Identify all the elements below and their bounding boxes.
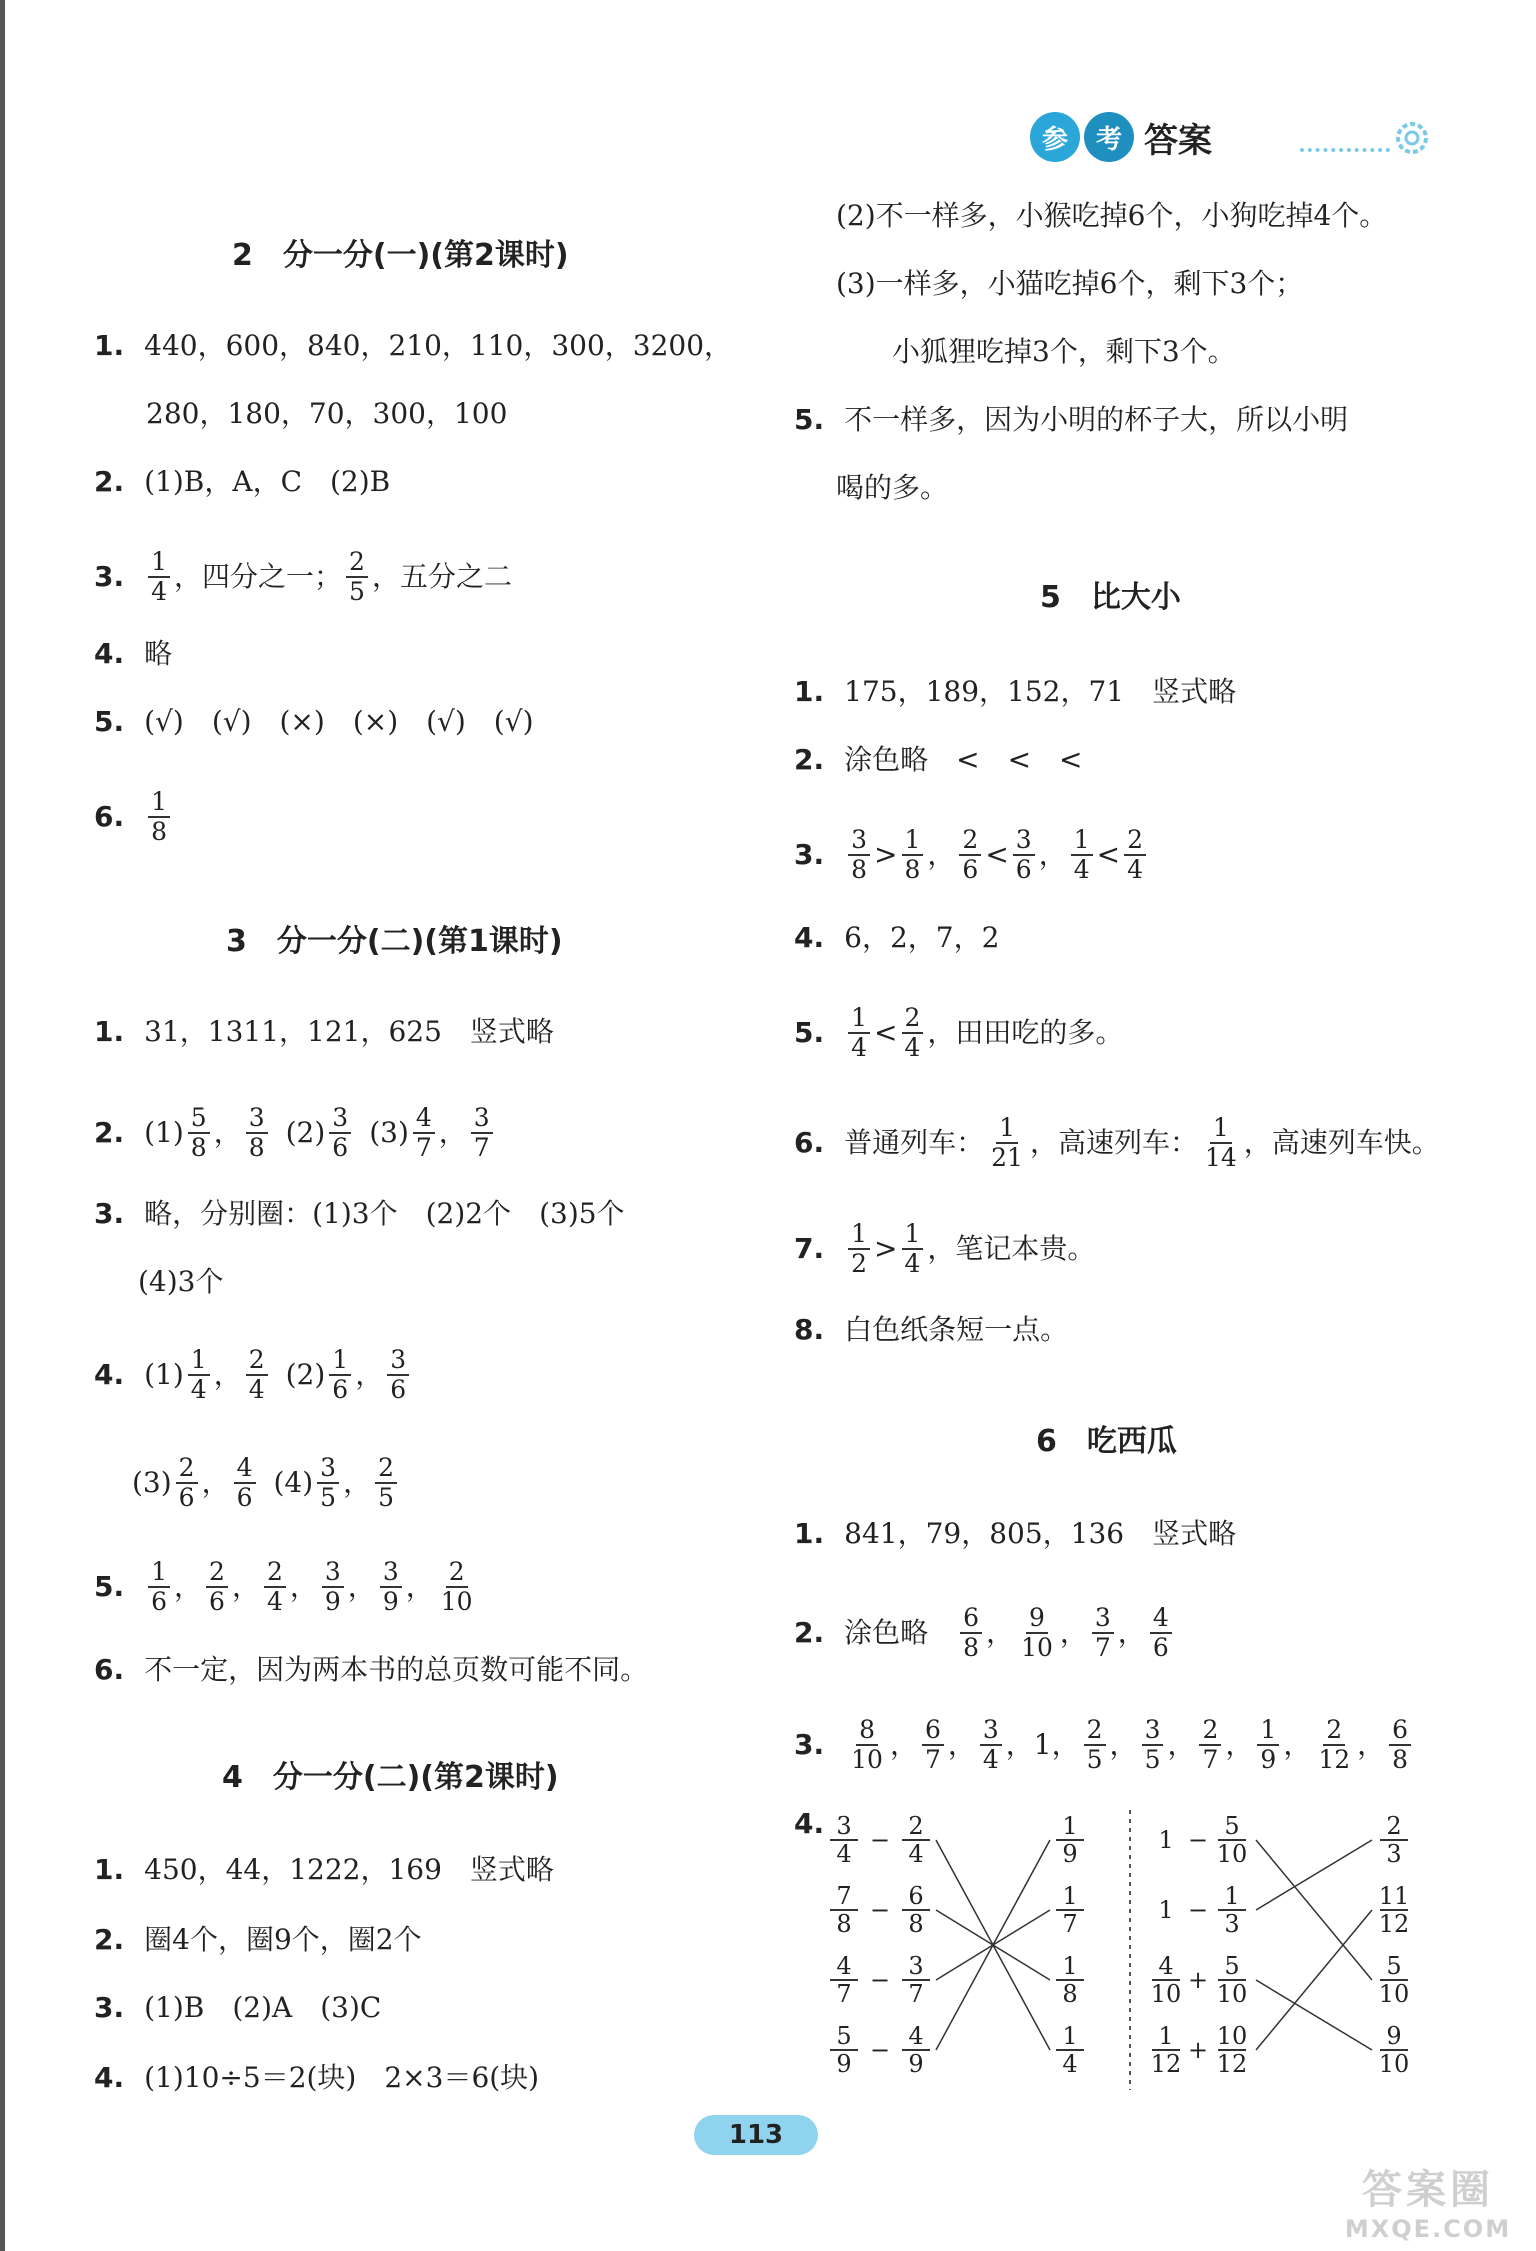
- left-expr-1-b-numerator: 6: [908, 1882, 924, 1910]
- watermark-logo: 答案圈 MXQE.COM: [1344, 2166, 1512, 2243]
- s6-q3-fraction: $\frac{2}{5}$: [1084, 1716, 1106, 1774]
- s5-q3: 3. $\frac{3}{8}$ > $\frac{1}{8}$ ， $\frac{2}{6}$ < $\frac{3}{6}$ ， $\frac{1}{4}$ < $\frac{2}{4}$: [794, 826, 1150, 884]
- matching-diagram: [820, 1810, 1460, 2100]
- s5-q6: 6. 普通列车： $\frac{1}{21}$ ，高速列车： $\frac{1}{14}$ ，高速列车快。: [794, 1113, 1440, 1172]
- s6-q3-fraction: $\frac{3}{4}$: [980, 1716, 1002, 1774]
- left-expr-1-a-numerator: 7: [836, 1882, 852, 1910]
- header-title: 答案: [1144, 120, 1212, 161]
- s2-q5: 5. (√) (√) (×) (×) (√) (√): [94, 705, 534, 738]
- right-expr-2-a-denominator: 10: [1150, 1980, 1182, 2008]
- s3-q5-fraction: $\frac{3}{9}$: [322, 1558, 344, 1616]
- page-number: 113: [694, 2115, 818, 2155]
- s6-q3-fraction: $\frac{8}{10}$: [851, 1715, 883, 1774]
- page-edge: [0, 0, 5, 2251]
- s3-q5-fraction: $\frac{2}{4}$: [264, 1558, 286, 1616]
- right-result-1-denominator: 12: [1378, 1910, 1410, 1938]
- r-cont-1: (2)不一样多，小猴吃掉6个，小狗吃掉4个。: [836, 199, 1388, 232]
- left-expr-0-b-denominator: 4: [908, 1840, 924, 1868]
- s6-q4-number: 4.: [794, 1807, 825, 1840]
- s4-q1: 1. 450，44，1222，169 竖式略: [94, 1853, 554, 1886]
- s6-q2: 2. 涂色略 $\frac{6}{8}$ ， $\frac{9}{10}$ ， $\frac{3}{7}$ ， $\frac{4}{6}$: [794, 1604, 1176, 1662]
- section-2-title: 2 分一分(一)(第2课时): [232, 238, 569, 273]
- right-link-2: [1256, 1980, 1372, 2050]
- s2-q1: 1. 440，600，840，210，110，300，3200，: [94, 329, 733, 362]
- s6-q3-fraction: $\frac{1}{9}$: [1257, 1716, 1279, 1774]
- left-expr-1-op: −: [869, 1896, 891, 1924]
- right-expr-0-op: −: [1187, 1826, 1209, 1854]
- left-result-0-denominator: 9: [1062, 1840, 1078, 1868]
- s2-q3: 3. $\frac{1}{4}$ ，四分之一； $\frac{2}{5}$ ，五分之二: [94, 547, 512, 606]
- header-dots: [1300, 148, 1390, 156]
- s3-q5-fraction: $\frac{1}{6}$: [148, 1558, 170, 1616]
- s6-q2-fraction: $\frac{6}{8}$: [960, 1604, 982, 1662]
- left-expr-2-b-numerator: 3: [908, 1952, 924, 1980]
- s3-q5-fraction: $\frac{3}{9}$: [380, 1558, 402, 1616]
- left-expr-3-b-denominator: 9: [908, 2050, 924, 2078]
- right-expr-2-b-denominator: 10: [1216, 1980, 1248, 2008]
- s5-q5: 5. $\frac{1}{4}$ < $\frac{2}{4}$ ，田田吃的多。: [794, 1003, 1124, 1062]
- right-result-0-numerator: 2: [1386, 1812, 1402, 1840]
- left-expr-2-op: −: [869, 1966, 891, 1994]
- section-5-title: 5 比大小: [1040, 580, 1181, 615]
- s6-q3-item: 1: [1033, 1728, 1052, 1761]
- right-link-1: [1256, 1840, 1372, 1910]
- left-expr-2-a-denominator: 7: [836, 1980, 852, 2008]
- right-expr-0-whole: 1: [1158, 1826, 1174, 1854]
- s6-q3-fraction: $\frac{2}{12}$: [1318, 1715, 1351, 1774]
- left-expr-3-a-denominator: 9: [836, 2050, 852, 2078]
- right-expr-1-whole: 1: [1158, 1896, 1174, 1924]
- s3-q5: 5. $\frac{1}{6}$ ， $\frac{2}{6}$ ， $\frac{2}{4}$ ， $\frac{3}{9}$ ， $\frac{3}{9}$ ， $\frac{2}{10}$: [94, 1558, 480, 1616]
- right-expr-3-b-denominator: 12: [1216, 2050, 1248, 2078]
- right-expr-3-b-numerator: 10: [1216, 2022, 1248, 2050]
- right-expr-0-b-numerator: 5: [1224, 1812, 1240, 1840]
- s3-q2: 2. (1) $\frac{5}{8}$ ， $\frac{3}{8}$ (2) $\frac{3}{6}$ (3) $\frac{4}{7}$ ， $\frac{3}{7}$: [94, 1104, 497, 1162]
- s5-q8: 8. 白色纸条短一点。: [794, 1313, 1069, 1346]
- left-expr-0-b-numerator: 2: [908, 1812, 924, 1840]
- right-result-1-numerator: 11: [1378, 1882, 1410, 1910]
- right-expr-1-b-denominator: 3: [1224, 1910, 1240, 1938]
- s6-q1: 1. 841，79，805，136 竖式略: [794, 1517, 1237, 1550]
- r-q5-cont: 喝的多。: [836, 471, 949, 504]
- section-3-title: 3 分一分(二)(第1课时): [226, 924, 563, 959]
- right-expr-3-op: +: [1187, 2036, 1209, 2064]
- answer-header: [1030, 112, 1212, 162]
- s5-q1: 1. 175，189，152，71 竖式略: [794, 675, 1237, 708]
- left-expr-0-a-denominator: 4: [836, 1840, 852, 1868]
- right-expr-2-op: +: [1187, 1966, 1209, 1994]
- s6-q3: 3. $\frac{8}{10}$ ， $\frac{6}{7}$ ， $\frac{3}{4}$ ， 1 ， $\frac{2}{5}$ ， $\frac{3}{5}$ ， $\frac{2}{7}$ ， $\frac{1}{9}$ ， $\frac{2}{12}$ ， $\frac{6}{8}$: [794, 1716, 1415, 1774]
- left-expr-3-b-numerator: 4: [908, 2022, 924, 2050]
- section-4-title: 4 分一分(二)(第2课时): [222, 1760, 559, 1795]
- right-result-3-denominator: 10: [1378, 2050, 1410, 2078]
- left-result-1-numerator: 1: [1062, 1882, 1078, 1910]
- s2-q2: 2. (1)B，A，C (2)B: [94, 465, 391, 498]
- r-cont-2: (3)一样多，小猫吃掉6个，剩下3个；: [836, 267, 1304, 300]
- s6-q2-fraction: $\frac{4}{6}$: [1150, 1604, 1172, 1662]
- s4-q4: 4. (1)10÷5＝2(块) 2×3＝6(块): [94, 2061, 540, 2094]
- s2-q1-cont: 280，180，70，300，100: [146, 397, 508, 430]
- s3-q5-fraction: $\frac{2}{10}$: [440, 1557, 473, 1616]
- right-result-2-denominator: 10: [1378, 1980, 1410, 2008]
- s4-q2: 2. 圈4个，圈9个，圈2个: [94, 1923, 422, 1956]
- left-expr-1-a-denominator: 8: [836, 1910, 852, 1938]
- r-q5: 5. 不一样多，因为小明的杯子大，所以小明: [794, 403, 1349, 436]
- left-expr-2-b-denominator: 7: [908, 1980, 924, 2008]
- badge-can: 参: [1030, 112, 1080, 162]
- s3-q4-cont: (3) $\frac{2}{6}$ ， $\frac{4}{6}$ (4) $\frac{3}{5}$ ， $\frac{2}{5}$: [132, 1454, 401, 1512]
- left-result-1-denominator: 7: [1062, 1910, 1078, 1938]
- right-expr-0-b-denominator: 10: [1216, 1840, 1248, 1868]
- right-expr-1-b-numerator: 1: [1224, 1882, 1240, 1910]
- left-result-3-denominator: 4: [1062, 2050, 1078, 2078]
- s3-q3-cont: (4)3个: [138, 1265, 224, 1298]
- right-expr-2-b-numerator: 5: [1224, 1952, 1240, 1980]
- s3-q1: 1. 31，1311，121，625 竖式略: [94, 1015, 554, 1048]
- right-result-3-numerator: 9: [1386, 2022, 1402, 2050]
- left-expr-0-a-numerator: 3: [836, 1812, 852, 1840]
- s6-q3-fraction: $\frac{6}{8}$: [1389, 1716, 1411, 1774]
- s3-q5-fraction: $\frac{2}{6}$: [206, 1558, 228, 1616]
- right-expr-3-a-numerator: 1: [1158, 2022, 1174, 2050]
- left-result-0-numerator: 1: [1062, 1812, 1078, 1840]
- left-result-2-numerator: 1: [1062, 1952, 1078, 1980]
- left-expr-3-a-numerator: 5: [836, 2022, 852, 2050]
- left-expr-2-a-numerator: 4: [836, 1952, 852, 1980]
- left-result-3-numerator: 1: [1062, 2022, 1078, 2050]
- right-link-0: [1256, 1840, 1372, 1980]
- section-6-title: 6 吃西瓜: [1036, 1424, 1177, 1459]
- s3-q3: 3. 略，分别圈：(1)3个 (2)2个 (3)5个: [94, 1197, 625, 1230]
- s6-q2-fraction: $\frac{9}{10}$: [1021, 1603, 1053, 1662]
- right-result-2-numerator: 5: [1386, 1952, 1402, 1980]
- right-expr-1-op: −: [1187, 1896, 1209, 1924]
- right-link-3: [1256, 1910, 1372, 2050]
- s2-q6: 6. $\frac{1}{8}$: [94, 788, 174, 846]
- s2-q4: 4. 略: [94, 637, 173, 670]
- right-expr-3-a-denominator: 12: [1150, 2050, 1182, 2078]
- s3-q4: 4. (1) $\frac{1}{4}$ ， $\frac{2}{4}$ (2) $\frac{1}{6}$ ， $\frac{3}{6}$: [94, 1346, 413, 1404]
- s6-q3-fraction: $\frac{6}{7}$: [922, 1716, 944, 1774]
- s5-q7: 7. $\frac{1}{2}$ > $\frac{1}{4}$ ，笔记本贵。: [794, 1219, 1096, 1278]
- left-expr-3-op: −: [869, 2036, 891, 2064]
- right-expr-2-a-numerator: 4: [1158, 1952, 1174, 1980]
- s3-q6: 6. 不一定，因为两本书的总页数可能不同。: [94, 1653, 649, 1686]
- s4-q3: 3. (1)B (2)A (3)C: [94, 1991, 382, 2024]
- s5-q2: 2. 涂色略 < < <: [794, 743, 1083, 776]
- s6-q3-fraction: $\frac{2}{7}$: [1199, 1716, 1221, 1774]
- s6-q3-fraction: $\frac{3}{5}$: [1142, 1716, 1164, 1774]
- right-result-0-denominator: 3: [1386, 1840, 1402, 1868]
- s5-q4: 4. 6，2，7，2: [794, 921, 1000, 954]
- badge-kao: 考: [1084, 112, 1134, 162]
- s6-q2-fraction: $\frac{3}{7}$: [1092, 1604, 1114, 1662]
- r-cont-3: 小狐狸吃掉3个，剩下3个。: [892, 335, 1236, 368]
- left-result-2-denominator: 8: [1062, 1980, 1078, 2008]
- gear-icon: [1390, 116, 1434, 160]
- left-expr-0-op: −: [869, 1826, 891, 1854]
- left-expr-1-b-denominator: 8: [908, 1910, 924, 1938]
